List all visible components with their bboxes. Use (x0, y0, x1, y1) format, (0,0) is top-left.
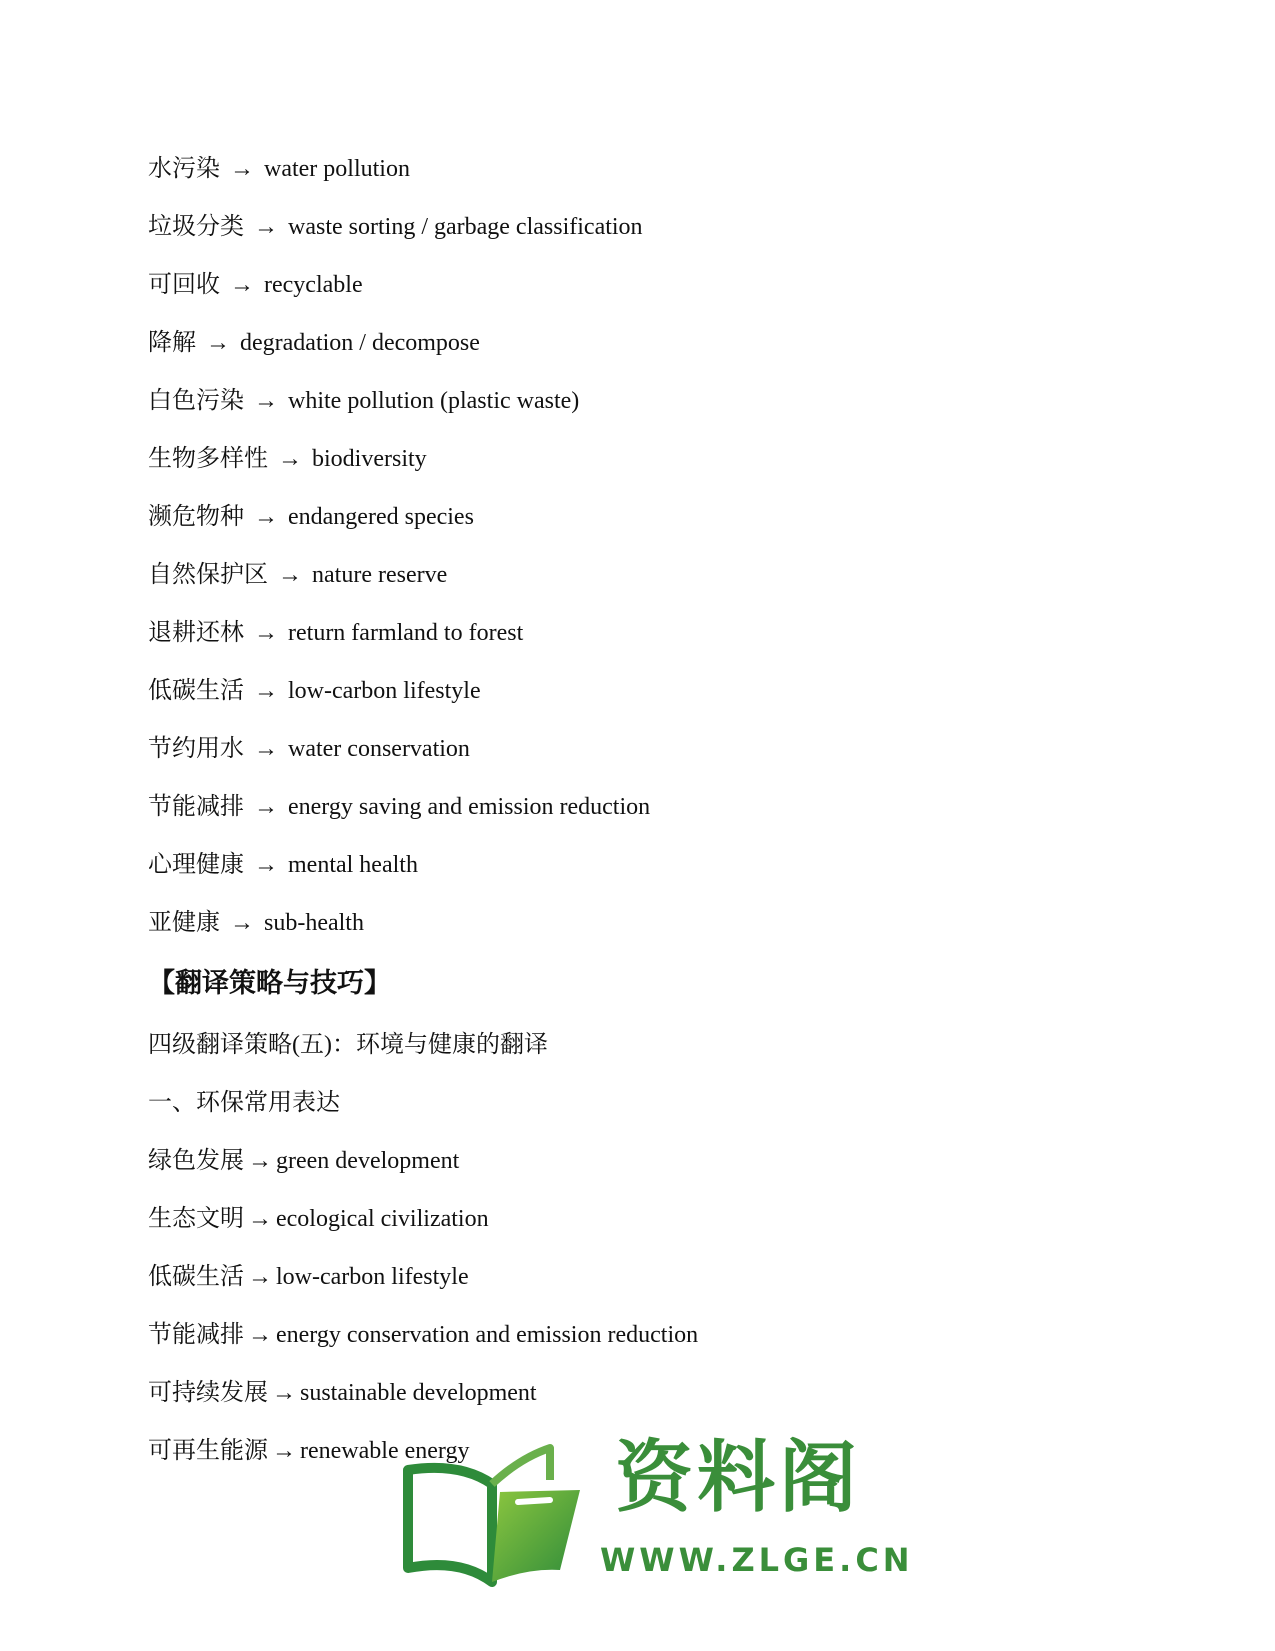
arrow-icon: → (254, 852, 278, 878)
term-zh: 节约用水 (148, 736, 244, 762)
term-en: green development (276, 1148, 460, 1174)
glossary-list-bottom (148, 1132, 1148, 1480)
glossary-item (148, 720, 1148, 778)
term-zh: 心理健康 (148, 852, 244, 878)
arrow-icon: → (272, 1380, 296, 1406)
term-en: endangered species (288, 504, 474, 530)
watermark-logo (400, 1430, 914, 1600)
term-zh: 低碳生活 (148, 678, 244, 704)
term-en: ecological civilization (276, 1206, 489, 1232)
section-heading: 【翻译策略与技巧】 (148, 968, 391, 999)
term-zh: 生态文明 (148, 1206, 244, 1232)
term-en: energy saving and emission reduction (288, 794, 651, 820)
term-zh: 濒危物种 (148, 504, 244, 530)
term-en: water conservation (288, 736, 470, 762)
glossary-item (148, 314, 1148, 372)
arrow-icon: → (248, 1264, 272, 1290)
arrow-icon: → (254, 736, 278, 762)
arrow-icon: → (254, 504, 278, 530)
glossary-item (148, 1306, 1148, 1364)
term-zh: 水污染 (148, 156, 220, 182)
book-folder-icon (400, 1440, 590, 1590)
glossary-item (148, 1248, 1148, 1306)
glossary-item (148, 546, 1148, 604)
glossary-item (148, 1364, 1148, 1422)
subsection-title: 一、环保常用表达 (148, 1090, 340, 1116)
term-en: biodiversity (312, 446, 427, 472)
arrow-icon: → (254, 620, 278, 646)
glossary-item (148, 256, 1148, 314)
term-zh: 降解 (148, 330, 196, 356)
term-en: white pollution (plastic waste) (288, 388, 580, 414)
term-en: nature reserve (312, 562, 448, 588)
term-en: recyclable (264, 272, 363, 298)
glossary-item (148, 488, 1148, 546)
glossary-item (148, 1132, 1148, 1190)
watermark-title: 资料阁 (615, 1433, 862, 1523)
term-zh: 可再生能源 (148, 1438, 268, 1464)
glossary-item (148, 894, 1148, 952)
arrow-icon: → (254, 678, 278, 704)
arrow-icon: → (278, 446, 302, 472)
term-zh: 亚健康 (148, 910, 220, 936)
term-en: sub-health (264, 910, 364, 936)
glossary-item (148, 198, 1148, 256)
term-zh: 生物多样性 (148, 446, 268, 472)
document-content (148, 140, 1148, 1480)
term-zh: 低碳生活 (148, 1264, 244, 1290)
arrow-icon: → (254, 214, 278, 240)
term-zh: 垃圾分类 (148, 214, 244, 240)
term-en: degradation / decompose (240, 330, 480, 356)
term-en: water pollution (264, 156, 410, 182)
term-en: renewable energy (300, 1438, 470, 1464)
glossary-item (148, 372, 1148, 430)
term-zh: 退耕还林 (148, 620, 244, 646)
term-zh: 节能减排 (148, 794, 244, 820)
arrow-icon: → (248, 1322, 272, 1348)
term-en: waste sorting / garbage classification (288, 214, 643, 240)
glossary-item (148, 140, 1148, 198)
glossary-item (148, 662, 1148, 720)
term-en: low-carbon lifestyle (288, 678, 481, 704)
term-en: return farmland to forest (288, 620, 524, 646)
term-zh: 可回收 (148, 272, 220, 298)
glossary-item (148, 604, 1148, 662)
term-zh: 绿色发展 (148, 1148, 244, 1174)
arrow-icon: → (278, 562, 302, 588)
arrow-icon: → (206, 330, 230, 356)
arrow-icon: → (248, 1206, 272, 1232)
watermark-url: WWW.ZLGE.CN (600, 1541, 914, 1579)
arrow-icon: → (272, 1438, 296, 1464)
term-zh: 白色污染 (148, 388, 244, 414)
arrow-icon: → (230, 910, 254, 936)
glossary-item (148, 1190, 1148, 1248)
term-zh: 自然保护区 (148, 562, 268, 588)
term-en: mental health (288, 852, 418, 878)
arrow-icon: → (254, 794, 278, 820)
glossary-item (148, 836, 1148, 894)
term-en: sustainable development (300, 1380, 537, 1406)
arrow-icon: → (254, 388, 278, 414)
glossary-list-top (148, 140, 1148, 952)
arrow-icon: → (248, 1148, 272, 1174)
glossary-item (148, 778, 1148, 836)
strategy-title: 四级翻译策略(五)：环境与健康的翻译 (148, 1032, 548, 1058)
term-zh: 节能减排 (148, 1322, 244, 1348)
term-zh: 可持续发展 (148, 1380, 268, 1406)
term-en: low-carbon lifestyle (276, 1264, 469, 1290)
term-en: energy conservation and emission reduction (276, 1322, 699, 1348)
glossary-item (148, 430, 1148, 488)
arrow-icon: → (230, 156, 254, 182)
arrow-icon: → (230, 272, 254, 298)
